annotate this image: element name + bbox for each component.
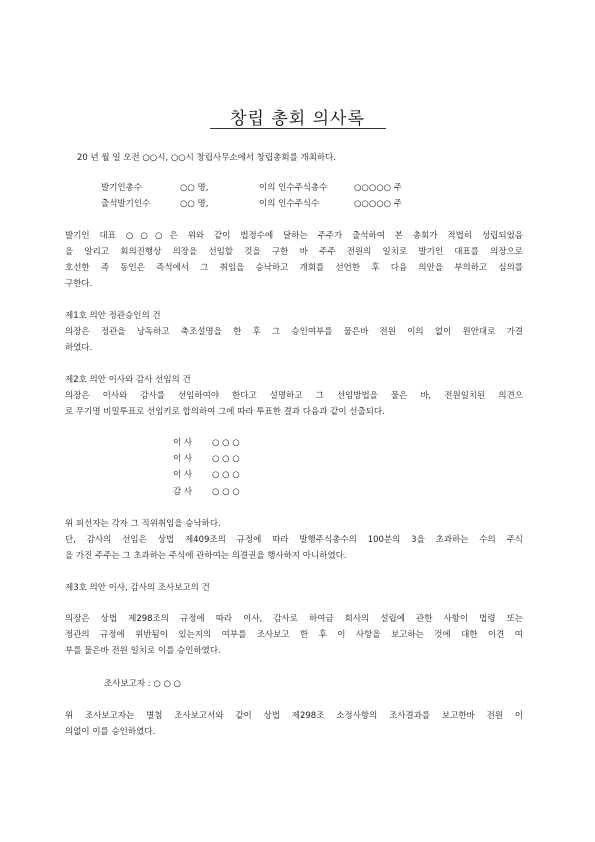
attendance-label2: 이의 인수주식총수: [259, 183, 328, 193]
agenda1-line: 의장은 정관을 낭독하고 축조설명을 한 후 그 승인여부를 물은바 전원 이의 없이 원안대로 가결: [65, 327, 523, 337]
agenda1-heading: 제1호 의안 정관승인의 건: [65, 311, 161, 321]
agenda1-line: 하였다.: [65, 343, 93, 353]
intro-line: 구한다.: [65, 279, 93, 289]
officer-name: ○ ○ ○: [212, 454, 240, 464]
title-underline: [210, 128, 386, 129]
intro-line: 을 알리고 회의진행상 의장을 선임할 것을 구한 바 주주 전원의 일치로 발기인 대표를 의장으로: [65, 247, 523, 257]
note-line: 을 가진 주주는 그 초과하는 주식에 관하여는 의결권을 행사하지 아니하였다.: [65, 551, 347, 561]
attendance-count: ○○ 명,: [180, 183, 209, 193]
officer-name: ○ ○ ○: [212, 487, 240, 497]
attendance-label: 출석발기인수: [101, 199, 151, 209]
reporter-line: 조사보고자 : ○ ○ ○: [104, 679, 181, 689]
officer-role: 감 사: [173, 487, 193, 497]
officer-name: ○ ○ ○: [212, 470, 240, 480]
attendance-value: ○○○○○ 주: [354, 183, 402, 193]
agenda3-heading: 제3호 의안 이사, 감사의 조사보고의 건: [65, 583, 210, 593]
agenda2-line: 의장은 이사와 감사를 선임하여야 한다고 설명하고 그 선임방법을 물은 바, 전원일치된 의견으: [65, 391, 523, 401]
note-line: 단, 감사의 선임은 상법 제409조의 규정에 따라 발행주식총수의 100분의 3을 초과하는 수의 주식: [65, 535, 523, 545]
agenda2-heading: 제2호 의안 이사와 감사 선임의 건: [65, 375, 191, 385]
intro-line: 발기인 대표 ○○○은 위와 같이 법정수에 달하는 주주가 출석하여 본 총회가 적법히 성립되었음: [65, 231, 523, 241]
attendance-label2: 이의 인수주식수: [259, 199, 320, 209]
officer-role: 이 사: [173, 454, 193, 464]
document-title: 창립 총회 의사록: [230, 109, 365, 129]
agenda3-line: 정관의 규정에 위반됨이 있는지의 여부를 조사보고 한 후 이 사항을 보고하는 것에 대한 이견 여: [65, 630, 523, 640]
agenda3-line: 의장은 상법 제298조의 규정에 따라 이사, 감사로 하여금 회사의 설립에 관한 사항이 법령 또는: [65, 614, 523, 624]
closing-line: 위 조사보고자는 별첨 조사보고서와 같이 상법 제298조 소정사항의 조사결과를 보고한바 전원 이: [65, 711, 523, 721]
agenda2-line: 로 무기명 비밀투표로 선임키로 합의하여 그에 따라 투표한 결과 다음과 같이 선출되다.: [65, 407, 385, 417]
attendance-count: ○○ 명,: [180, 199, 209, 209]
intro-line: 호선한 즉 동인은 즉석에서 그 취임을 승낙하고 개회를 선언한 후 다음 의안을 부의하고 심의를: [65, 263, 523, 273]
acceptance-line: 위 피선자는 각자 그 직위취임을 승낙하다.: [65, 519, 221, 529]
officer-role: 이 사: [173, 438, 193, 448]
officer-role: 이 사: [173, 470, 193, 480]
opening-line: 20 년 월 일 오전 ○○시, ○○시 창립사무소에서 창립총회를 개최하다.: [77, 153, 337, 163]
agenda3-line: 부를 물은바 전원 일치로 이를 승인하였다.: [65, 646, 221, 656]
attendance-label: 발기인총수: [101, 183, 143, 193]
closing-line: 의없이 이를 승인하였다.: [65, 727, 156, 737]
officer-name: ○ ○ ○: [212, 438, 240, 448]
attendance-value: ○○○○○ 주: [354, 199, 402, 209]
